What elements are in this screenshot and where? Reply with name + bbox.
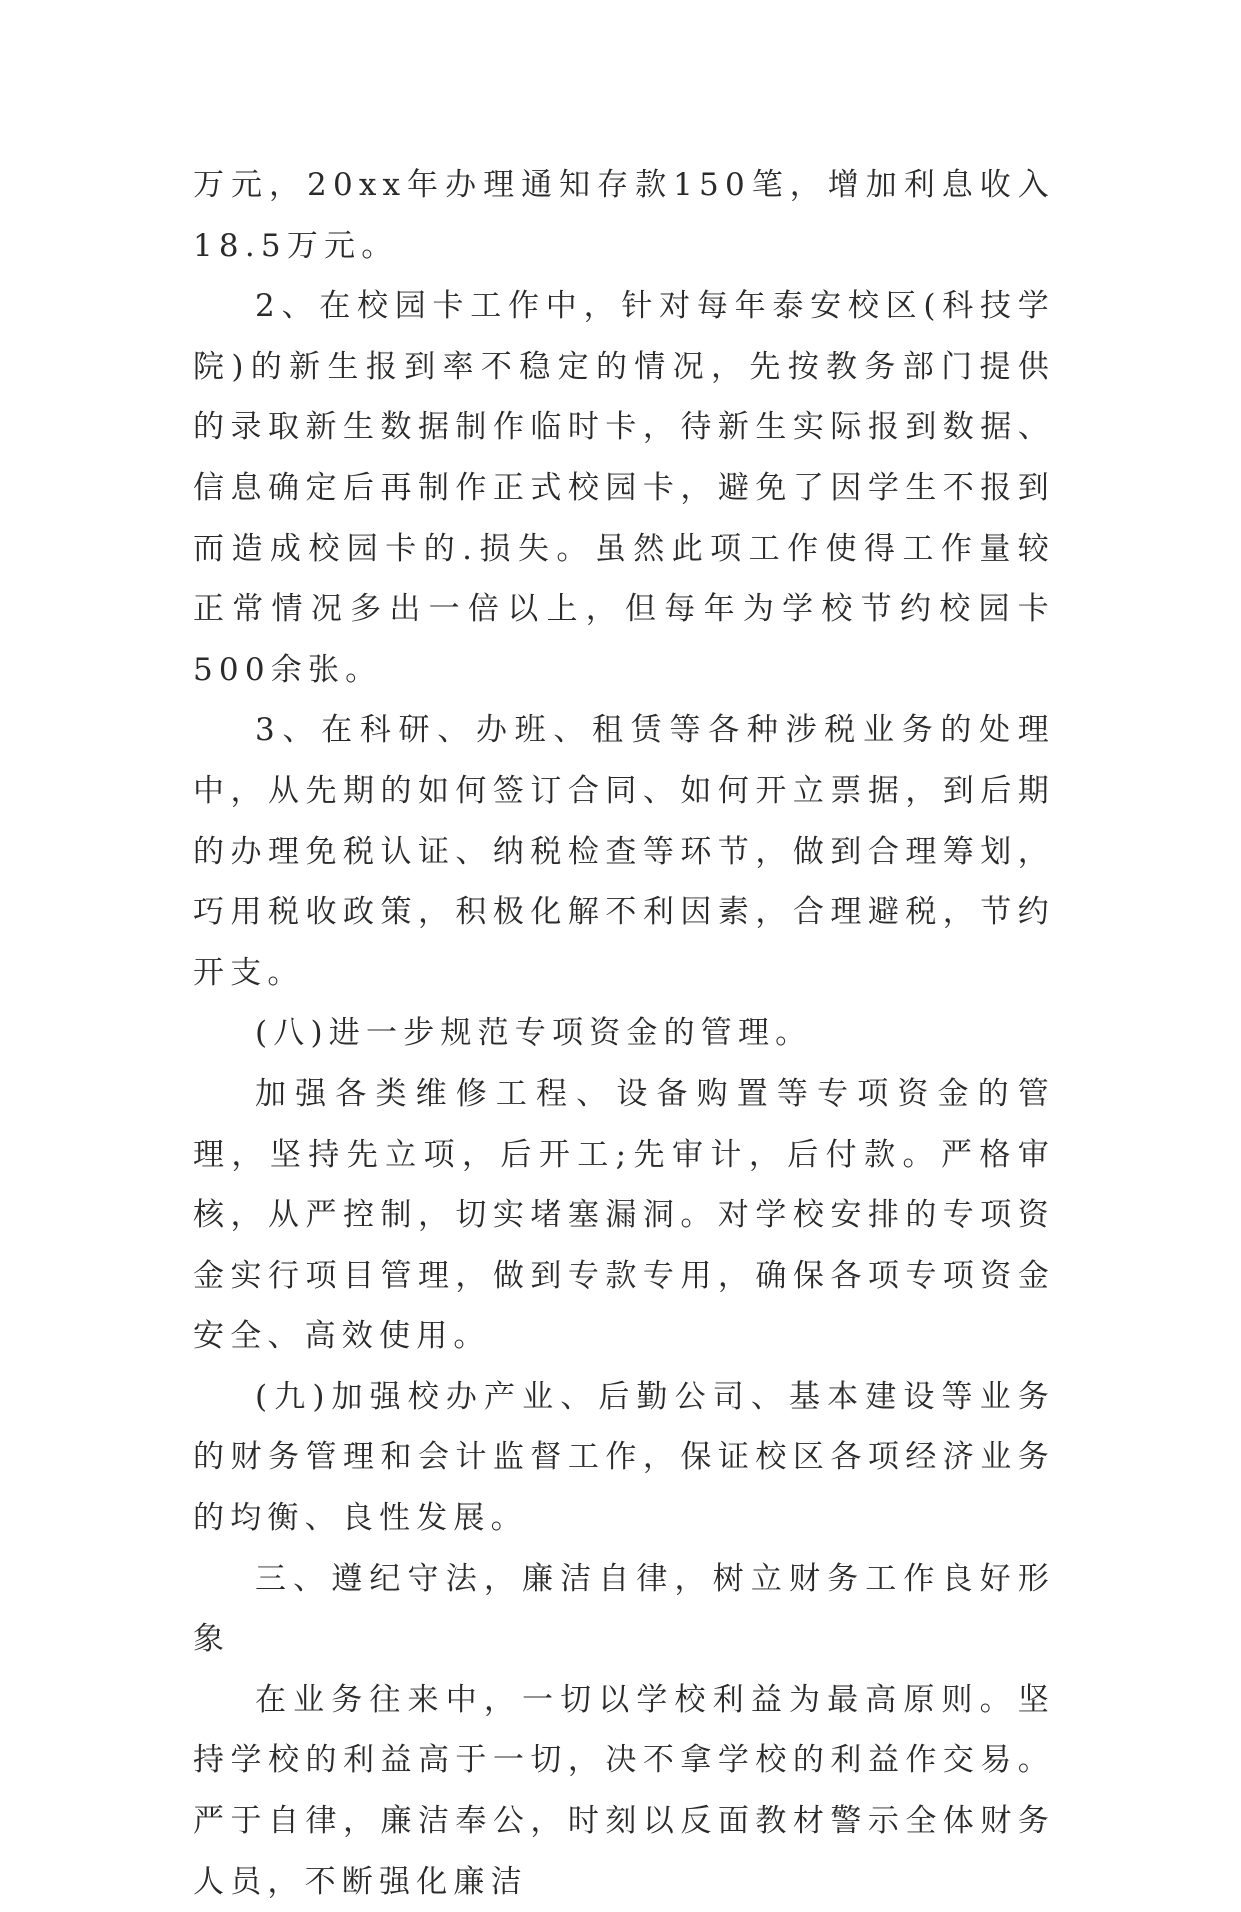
paragraph-integrity: 在业务往来中，一切以学校利益为最高原则。坚持学校的利益高于一切，决不拿学校的利益作交易。严于自律，廉洁奉公，时刻以反面教材警示全体财务人员，不断强化廉洁 xyxy=(193,1681,1055,1900)
paragraph-special-funds: 加强各类维修工程、设备购置等专项资金的管理，坚持先立项，后开工;先审计，后付款。严格审核，从严控制，切实堵塞漏洞。对学校安排的专项资金实行项目管理，做到专款专用，确保各项专项资金安全、高效使用。 xyxy=(193,1075,1055,1355)
paragraph-campus-card: 2、在校园卡工作中，针对每年泰安校区(科技学院)的新生报到率不稳定的情况，先按教务部门提供的录取新生数据制作临时卡，待新生实际报到数据、信息确定后再制作正式校园卡，避免了因学生不报到而造成校园卡的.损失。虽然此项工作使得工作量较正常情况多出一倍以上，但每年为学校节约校园卡500余张。 xyxy=(193,288,1055,688)
heading-special-funds: (八)进一步规范专项资金的管理。 xyxy=(255,1015,813,1052)
paragraph-tax-business: 3、在科研、办班、租赁等各种涉税业务的处理中，从先期的如何签订合同、如何开立票据，到后期的办理免税认证、纳税检查等环节，做到合理筹划，巧用税收政策，积极化解不利因素，合理避税，节约开支。 xyxy=(193,712,1055,991)
paragraph-school-enterprises: (九)加强校办产业、后勤公司、基本建设等业务的财务管理和会计监督工作，保证校区各项经济业务的均衡、良性发展。 xyxy=(193,1378,1055,1537)
document-body xyxy=(193,155,1055,1912)
paragraph-interest-income: 万元，20xx年办理通知存款150笔，增加利息收入18.5万元。 xyxy=(193,167,1055,264)
heading-integrity: 三、遵纪守法，廉洁自律，树立财务工作良好形象 xyxy=(193,1560,1055,1658)
